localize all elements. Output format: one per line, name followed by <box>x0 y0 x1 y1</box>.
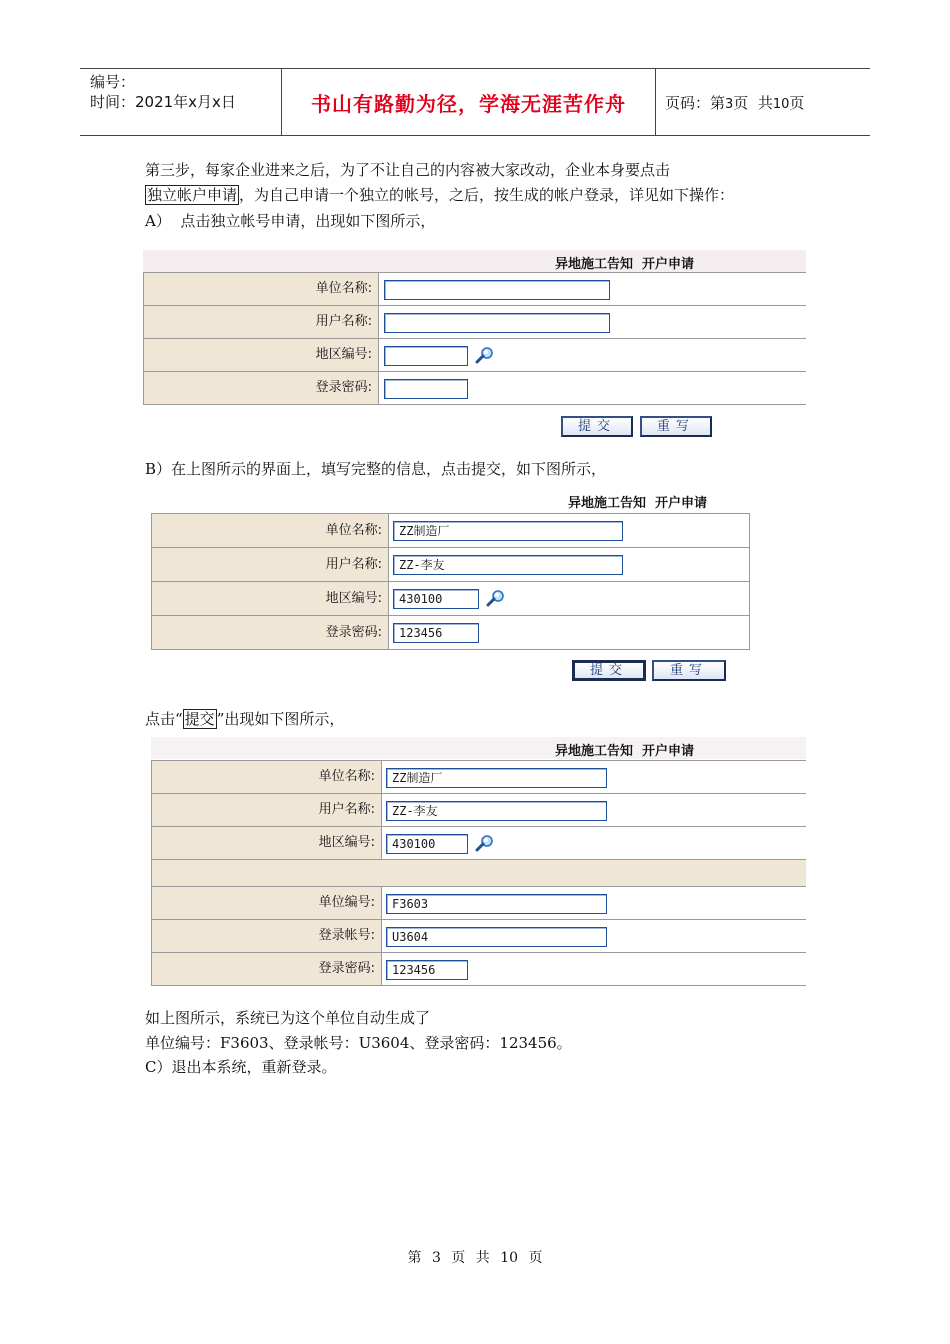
area-code-input[interactable] <box>384 346 468 366</box>
page-current: 3 <box>725 97 734 112</box>
row-user-name <box>152 548 749 582</box>
row-area-code <box>144 339 806 372</box>
row-area-code <box>152 827 806 860</box>
result-text-1: 如上图所示，系统已为这个单位自动生成了 <box>145 1009 431 1027</box>
unit-name-input[interactable]: ZZ制造厂 <box>386 768 607 788</box>
label-area-code: 地区编号: <box>152 827 382 859</box>
row-password <box>152 953 806 986</box>
form-table <box>151 760 806 986</box>
header-page-info <box>665 92 804 113</box>
area-code-input[interactable]: 430100 <box>386 834 468 854</box>
row-password <box>152 616 749 650</box>
label-password: 登录密码: <box>144 372 379 404</box>
row-area-code <box>152 582 749 616</box>
paragraph-step3: 第三步，每家企业进来之后，为了不让自己的内容被大家改动，企业本身要点击 <box>145 161 671 179</box>
label-unit-name: 单位名称: <box>152 761 382 793</box>
step-a-text: A） 点击独立帐号申请，出现如下图所示， <box>145 212 436 230</box>
area-code-input[interactable]: 430100 <box>393 589 479 609</box>
result-text-2: 单位编号：F3603、登录帐号：U3604、登录密码：123456。 <box>145 1034 572 1052</box>
submit-button[interactable]: 提交 <box>561 416 633 437</box>
magnifier-lookup-icon[interactable] <box>485 589 507 607</box>
magnifier-lookup-icon[interactable] <box>474 834 496 852</box>
independent-account-link[interactable]: 独立帐户申请 <box>147 186 238 204</box>
label-password: 登录密码: <box>152 953 382 985</box>
page-prefix: 页码：第 <box>665 94 726 112</box>
page-suffix: 页 <box>789 94 805 112</box>
label-area-code: 地区编号: <box>152 582 389 615</box>
click-submit-post: ”出现如下图所示， <box>216 710 345 728</box>
click-submit-text <box>145 709 344 729</box>
paragraph-step3-rest: ，为自己申请一个独立的帐号，之后，按生成的帐户登录，详见如下操作： <box>239 186 735 204</box>
account-form-result <box>151 737 806 983</box>
paragraph-step3-cont <box>145 185 734 205</box>
password-input[interactable]: 123456 <box>386 960 468 980</box>
form-title: 异地施工告知 开户申请 <box>568 496 708 511</box>
label-user-name: 用户名称: <box>152 548 389 581</box>
row-unit-name <box>152 514 749 548</box>
label-area-code: 地区编号: <box>144 339 379 371</box>
user-name-input[interactable] <box>384 313 610 333</box>
row-user-name <box>152 794 806 827</box>
submit-button[interactable]: 提交 <box>572 660 646 681</box>
account-form-empty <box>143 250 806 440</box>
row-user-name <box>144 306 806 339</box>
form-title-bar <box>143 250 806 272</box>
header-date: 时间：2021年x月x日 <box>90 93 236 111</box>
step-b-text: B）在上图所示的界面上，填写完整的信息，点击提交，如下图所示， <box>145 460 607 478</box>
unit-name-input[interactable] <box>384 280 610 300</box>
user-name-input[interactable]: ZZ-李友 <box>393 555 623 575</box>
header-divider-right <box>655 68 656 136</box>
label-unit-code: 单位编号: <box>152 887 382 919</box>
unit-name-input[interactable]: ZZ制造厂 <box>393 521 623 541</box>
row-unit-name <box>152 761 806 794</box>
label-password: 登录密码: <box>152 616 389 649</box>
header-bottom-border <box>80 135 870 136</box>
step-c-text: C）退出本系统，重新登录。 <box>145 1058 337 1076</box>
form-table <box>143 272 806 405</box>
label-user-name: 用户名称: <box>152 794 382 826</box>
login-account-input[interactable]: U3604 <box>386 927 607 947</box>
account-form-filled <box>151 489 750 684</box>
magnifier-lookup-icon[interactable] <box>474 346 496 364</box>
header-number-label: 编号： <box>90 73 136 91</box>
form-title: 异地施工告知 开户申请 <box>555 257 695 272</box>
user-name-input[interactable]: ZZ-李友 <box>386 801 607 821</box>
password-input[interactable] <box>384 379 468 399</box>
unit-code-input[interactable]: F3603 <box>386 894 607 914</box>
reset-button[interactable]: 重写 <box>640 416 712 437</box>
submit-reference: 提交 <box>184 710 215 728</box>
label-unit-name: 单位名称: <box>144 273 379 305</box>
password-input[interactable]: 123456 <box>393 623 479 643</box>
row-unit-name <box>144 273 806 306</box>
label-unit-name: 单位名称: <box>152 514 389 547</box>
label-login-account: 登录帐号: <box>152 920 382 952</box>
page-footer: 第 3 页 共 10 页 <box>407 1250 543 1266</box>
form-title: 异地施工告知 开户申请 <box>555 744 695 759</box>
click-submit-pre: 点击“ <box>145 710 183 728</box>
page-total: 10 <box>772 97 790 112</box>
reset-button[interactable]: 重写 <box>652 660 726 681</box>
form-title-bar <box>151 489 750 511</box>
label-user-name: 用户名称: <box>144 306 379 338</box>
row-password <box>144 372 806 405</box>
page-mid: 页 共 <box>733 94 773 112</box>
form-title-bar <box>151 737 806 759</box>
section-separator <box>152 860 806 887</box>
form-table <box>151 513 750 650</box>
header-top-border <box>80 68 870 69</box>
row-unit-code <box>152 887 806 920</box>
row-login-account <box>152 920 806 953</box>
header-motto: 书山有路勤为径，学海无涯苦作舟 <box>311 92 626 116</box>
